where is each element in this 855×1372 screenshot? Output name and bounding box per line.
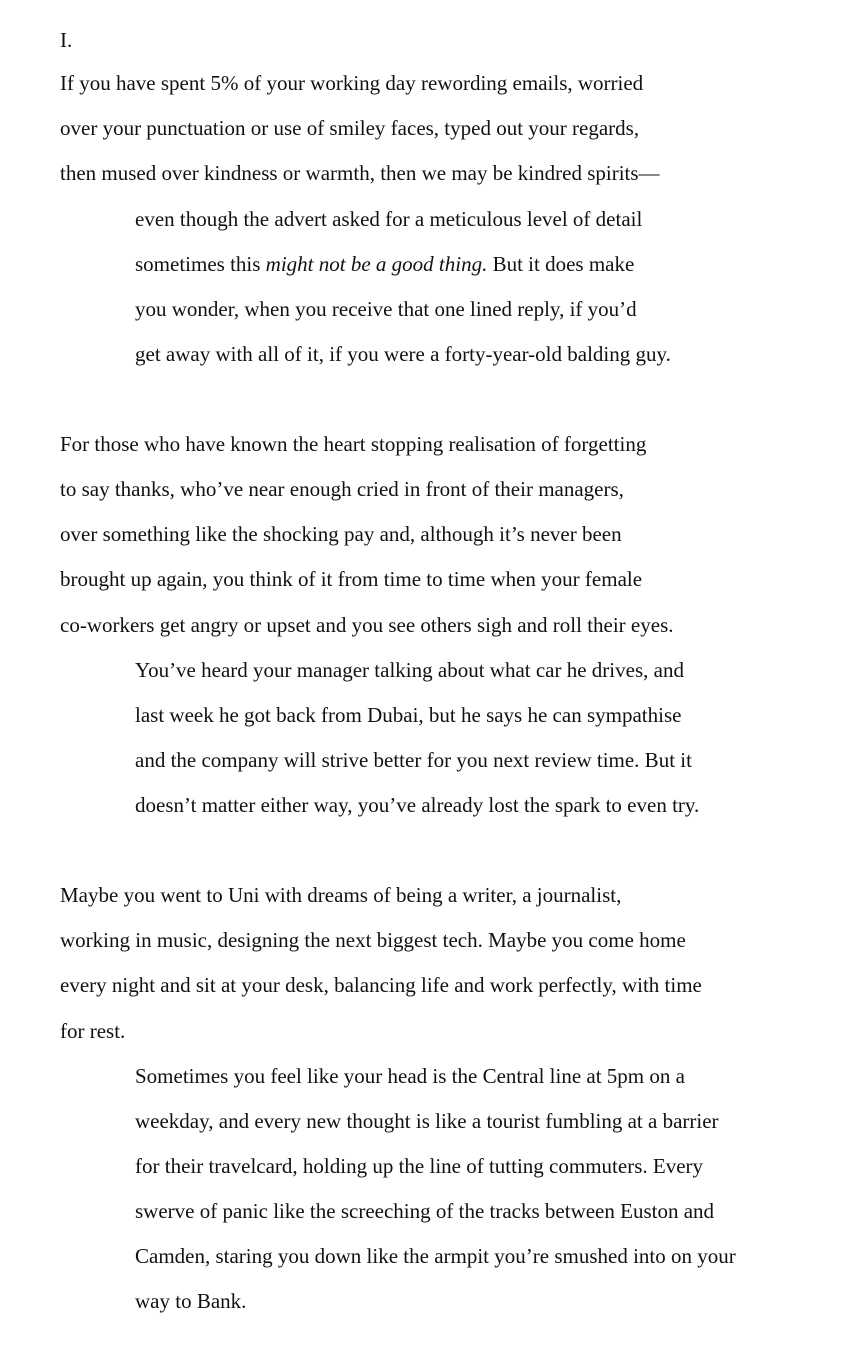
stanza1-indent-line-3: you wonder, when you receive that one lined reply, if you’d [135,297,637,321]
stanza1-indent-line-4: get away with all of it, if you were a forty-year-old balding guy. [135,342,671,366]
stanza2-indent-line-4: doesn’t matter either way, you’ve already lost the spark to even try. [135,793,700,817]
stanza1-indent-line-2-before: sometimes this [135,252,266,276]
stanza3-indent-line-2: weekday, and every new thought is like a tourist fumbling at a barrier [135,1109,719,1133]
stanza2-indent-line-3: and the company will strive better for you next review time. But it [135,748,692,772]
stanza3-indent-line-6: way to Bank. [135,1289,247,1313]
stanza2-indent-line-1: You’ve heard your manager talking about what car he drives, and [135,658,684,682]
stanza1-indent-line-2-after: But it does make [487,252,635,276]
stanza1-line-1: If you have spent 5% of your working day rewording emails, worried [60,71,644,95]
stanza2-line-5: co-workers get angry or upset and you see others sigh and roll their eyes. [60,613,674,637]
stanza3-line-4: for rest. [60,1019,126,1043]
stanza3-indent-line-1: Sometimes you feel like your head is the Central line at 5pm on a [135,1064,685,1088]
section-heading: I. [60,28,73,52]
stanza3-line-3: every night and sit at your desk, balancing life and work perfectly, with time [60,973,702,997]
stanza2-line-1: For those who have known the heart stopping realisation of forgetting [60,432,647,456]
stanza3-indent-line-5: Camden, staring you down like the armpit you’re smushed into on your [135,1244,736,1268]
stanza3-indent-line-3: for their travelcard, holding up the line of tutting commuters. Every [135,1154,704,1178]
stanza3-indent-line-4: swerve of panic like the screeching of the tracks between Euston and [135,1199,715,1223]
stanza1-line-3: then mused over kindness or warmth, then we may be kindred spirits— [60,161,660,185]
stanza3-line-2: working in music, designing the next biggest tech. Maybe you come home [60,928,686,952]
stanza1-italic-phrase: might not be a good thing. [265,252,488,276]
stanza2-line-2: to say thanks, who’ve near enough cried in front of their managers, [60,477,624,501]
stanza2-line-4: brought up again, you think of it from time to time when your female [60,567,643,591]
stanza1-line-2: over your punctuation or use of smiley faces, typed out your regards, [60,116,640,140]
stanza2-line-3: over something like the shocking pay and, although it’s never been [60,522,622,546]
stanza2-indent-line-2: last week he got back from Dubai, but he says he can sympathise [135,703,682,727]
stanza1-indent-line-1: even though the advert asked for a meticulous level of detail [135,207,643,231]
stanza1-indent-line-2 [135,254,634,275]
stanza3-line-1: Maybe you went to Uni with dreams of being a writer, a journalist, [60,883,622,907]
